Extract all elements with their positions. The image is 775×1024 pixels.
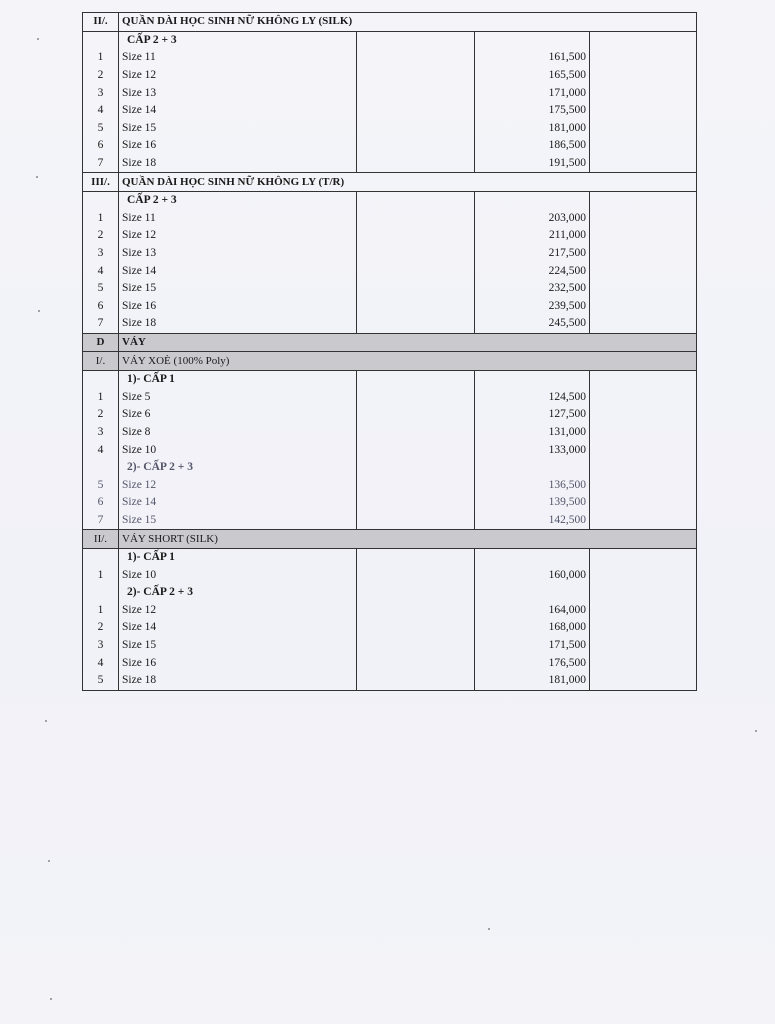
header-blank-cell (475, 530, 590, 549)
empty-cell (590, 476, 697, 494)
item-price: 136,500 (475, 476, 590, 494)
price-row (83, 67, 697, 85)
group-label-row (83, 31, 697, 49)
empty-cell (590, 245, 697, 263)
item-size: Size 13 (119, 84, 357, 102)
empty-cell (357, 262, 475, 280)
empty-cell (357, 441, 475, 459)
item-price: 176,500 (475, 654, 590, 672)
empty-cell (590, 494, 697, 512)
price-row (83, 441, 697, 459)
empty-cell (357, 102, 475, 120)
empty-cell (590, 67, 697, 85)
price-row (83, 210, 697, 228)
group-blank-cell (83, 584, 119, 602)
group-blank-cell (475, 459, 590, 477)
price-row (83, 654, 697, 672)
price-row (83, 137, 697, 155)
price-table-body (83, 13, 697, 691)
header-blank-cell (475, 173, 590, 192)
row-number: 6 (83, 494, 119, 512)
empty-cell (590, 406, 697, 424)
item-price: 133,000 (475, 441, 590, 459)
row-number: 3 (83, 245, 119, 263)
section-title: QUẦN DÀI HỌC SINH NỮ KHÔNG LY (SILK) (119, 13, 357, 32)
header-blank-cell (357, 333, 475, 352)
empty-cell (357, 245, 475, 263)
empty-cell (590, 298, 697, 316)
empty-cell (357, 388, 475, 406)
section-code: III/. (83, 173, 119, 192)
row-number: 2 (83, 227, 119, 245)
empty-cell (590, 49, 697, 67)
empty-cell (357, 137, 475, 155)
empty-cell (590, 84, 697, 102)
group-blank-cell (475, 370, 590, 388)
row-number: 1 (83, 602, 119, 620)
empty-cell (590, 602, 697, 620)
item-size: Size 16 (119, 298, 357, 316)
item-size: Size 15 (119, 120, 357, 138)
row-number: 7 (83, 512, 119, 530)
row-number: 5 (83, 476, 119, 494)
empty-cell (590, 637, 697, 655)
item-price: 245,500 (475, 315, 590, 333)
price-row (83, 494, 697, 512)
section-header-row (83, 352, 697, 371)
header-blank-cell (590, 530, 697, 549)
price-row (83, 120, 697, 138)
scan-speck (488, 928, 490, 930)
price-row (83, 388, 697, 406)
scan-speck (37, 38, 39, 40)
row-number: 2 (83, 406, 119, 424)
item-size: Size 16 (119, 137, 357, 155)
group-label: 2)- CẤP 2 + 3 (119, 459, 357, 477)
empty-cell (357, 227, 475, 245)
group-label-row (83, 548, 697, 566)
price-row (83, 102, 697, 120)
item-size: Size 12 (119, 227, 357, 245)
group-blank-cell (357, 459, 475, 477)
price-row (83, 476, 697, 494)
empty-cell (357, 298, 475, 316)
item-size: Size 10 (119, 441, 357, 459)
group-blank-cell (590, 370, 697, 388)
scan-speck (36, 176, 38, 178)
group-label: CẤP 2 + 3 (119, 31, 357, 49)
empty-cell (357, 619, 475, 637)
empty-cell (357, 315, 475, 333)
empty-cell (357, 424, 475, 442)
group-blank-cell (357, 370, 475, 388)
empty-cell (590, 672, 697, 690)
empty-cell (590, 512, 697, 530)
group-blank-cell (590, 31, 697, 49)
row-number: 1 (83, 388, 119, 406)
item-price: 171,500 (475, 637, 590, 655)
group-blank-cell (357, 584, 475, 602)
item-price: 181,000 (475, 120, 590, 138)
group-blank-cell (357, 191, 475, 209)
scan-speck (38, 310, 40, 312)
empty-cell (357, 84, 475, 102)
scan-speck (45, 720, 47, 722)
item-price: 224,500 (475, 262, 590, 280)
section-title: QUẦN DÀI HỌC SINH NỮ KHÔNG LY (T/R) (119, 173, 357, 192)
group-blank-cell (83, 459, 119, 477)
empty-cell (590, 566, 697, 584)
price-table (82, 12, 697, 691)
empty-cell (590, 210, 697, 228)
empty-cell (590, 619, 697, 637)
row-number: 6 (83, 137, 119, 155)
price-row (83, 298, 697, 316)
header-blank-cell (475, 352, 590, 371)
price-row (83, 155, 697, 173)
row-number: 1 (83, 49, 119, 67)
group-blank-cell (475, 31, 590, 49)
empty-cell (357, 637, 475, 655)
item-price: 131,000 (475, 424, 590, 442)
empty-cell (357, 120, 475, 138)
item-price: 191,500 (475, 155, 590, 173)
group-blank-cell (590, 584, 697, 602)
header-blank-cell (357, 352, 475, 371)
header-blank-cell (475, 333, 590, 352)
item-price: 168,000 (475, 619, 590, 637)
header-blank-cell (357, 530, 475, 549)
price-row (83, 280, 697, 298)
item-price: 232,500 (475, 280, 590, 298)
item-price: 127,500 (475, 406, 590, 424)
group-blank-cell (357, 548, 475, 566)
item-size: Size 8 (119, 424, 357, 442)
row-number: 7 (83, 155, 119, 173)
empty-cell (590, 654, 697, 672)
group-blank-cell (475, 584, 590, 602)
section-title: VÁY (119, 333, 357, 352)
header-blank-cell (357, 13, 475, 32)
item-size: Size 11 (119, 210, 357, 228)
empty-cell (590, 262, 697, 280)
header-blank-cell (357, 173, 475, 192)
item-price: 211,000 (475, 227, 590, 245)
row-number: 3 (83, 424, 119, 442)
empty-cell (357, 67, 475, 85)
empty-cell (590, 227, 697, 245)
header-blank-cell (475, 13, 590, 32)
item-price: 181,000 (475, 672, 590, 690)
item-price: 161,500 (475, 49, 590, 67)
item-size: Size 5 (119, 388, 357, 406)
row-number: 1 (83, 210, 119, 228)
group-blank-cell (83, 370, 119, 388)
empty-cell (590, 388, 697, 406)
row-number: 4 (83, 654, 119, 672)
group-blank-cell (590, 191, 697, 209)
group-blank-cell (475, 191, 590, 209)
group-label: 1)- CẤP 1 (119, 548, 357, 566)
row-number: 7 (83, 315, 119, 333)
item-price: 124,500 (475, 388, 590, 406)
empty-cell (357, 210, 475, 228)
group-blank-cell (83, 191, 119, 209)
scan-speck (50, 998, 52, 1000)
price-row (83, 424, 697, 442)
section-header-row (83, 333, 697, 352)
scan-speck (48, 860, 50, 862)
empty-cell (590, 155, 697, 173)
group-blank-cell (590, 459, 697, 477)
empty-cell (357, 566, 475, 584)
price-row (83, 619, 697, 637)
group-blank-cell (590, 548, 697, 566)
empty-cell (357, 602, 475, 620)
section-code: I/. (83, 352, 119, 371)
header-blank-cell (590, 13, 697, 32)
group-label: CẤP 2 + 3 (119, 191, 357, 209)
scan-speck (755, 730, 757, 732)
item-price: 142,500 (475, 512, 590, 530)
empty-cell (357, 155, 475, 173)
row-number: 5 (83, 672, 119, 690)
empty-cell (357, 672, 475, 690)
item-size: Size 18 (119, 672, 357, 690)
price-row (83, 602, 697, 620)
section-code: II/. (83, 13, 119, 32)
item-size: Size 10 (119, 566, 357, 584)
section-header-row (83, 530, 697, 549)
empty-cell (590, 441, 697, 459)
item-price: 160,000 (475, 566, 590, 584)
item-size: Size 12 (119, 602, 357, 620)
row-number: 5 (83, 280, 119, 298)
group-blank-cell (83, 548, 119, 566)
group-label-row (83, 370, 697, 388)
item-size: Size 15 (119, 637, 357, 655)
empty-cell (590, 137, 697, 155)
item-price: 203,000 (475, 210, 590, 228)
section-title: VÁY XOÈ (100% Poly) (119, 352, 357, 371)
item-size: Size 14 (119, 494, 357, 512)
group-label-row (83, 191, 697, 209)
row-number: 4 (83, 441, 119, 459)
empty-cell (357, 494, 475, 512)
item-price: 165,500 (475, 67, 590, 85)
item-price: 139,500 (475, 494, 590, 512)
row-number: 5 (83, 120, 119, 138)
section-header-row (83, 13, 697, 32)
item-size: Size 16 (119, 654, 357, 672)
item-price: 171,000 (475, 84, 590, 102)
row-number: 3 (83, 84, 119, 102)
group-blank-cell (357, 31, 475, 49)
empty-cell (590, 424, 697, 442)
group-label: 2)- CẤP 2 + 3 (119, 584, 357, 602)
item-size: Size 18 (119, 155, 357, 173)
item-size: Size 13 (119, 245, 357, 263)
section-code: D (83, 333, 119, 352)
price-row (83, 672, 697, 690)
row-number: 2 (83, 619, 119, 637)
item-price: 164,000 (475, 602, 590, 620)
price-row (83, 637, 697, 655)
item-size: Size 14 (119, 619, 357, 637)
price-row (83, 262, 697, 280)
price-row (83, 227, 697, 245)
price-row (83, 49, 697, 67)
group-blank-cell (83, 31, 119, 49)
empty-cell (357, 654, 475, 672)
section-code: II/. (83, 530, 119, 549)
item-size: Size 14 (119, 262, 357, 280)
item-price: 239,500 (475, 298, 590, 316)
row-number: 2 (83, 67, 119, 85)
price-row (83, 315, 697, 333)
item-size: Size 6 (119, 406, 357, 424)
header-blank-cell (590, 333, 697, 352)
section-header-row (83, 173, 697, 192)
empty-cell (357, 512, 475, 530)
item-size: Size 11 (119, 49, 357, 67)
group-label-row (83, 584, 697, 602)
item-size: Size 15 (119, 280, 357, 298)
row-number: 1 (83, 566, 119, 584)
price-row (83, 406, 697, 424)
header-blank-cell (590, 352, 697, 371)
group-label: 1)- CẤP 1 (119, 370, 357, 388)
row-number: 3 (83, 637, 119, 655)
item-size: Size 12 (119, 476, 357, 494)
empty-cell (590, 120, 697, 138)
item-price: 186,500 (475, 137, 590, 155)
row-number: 4 (83, 262, 119, 280)
row-number: 4 (83, 102, 119, 120)
item-size: Size 15 (119, 512, 357, 530)
empty-cell (357, 406, 475, 424)
empty-cell (357, 476, 475, 494)
empty-cell (357, 49, 475, 67)
price-row (83, 84, 697, 102)
item-price: 217,500 (475, 245, 590, 263)
row-number: 6 (83, 298, 119, 316)
group-label-row (83, 459, 697, 477)
price-row (83, 245, 697, 263)
header-blank-cell (590, 173, 697, 192)
section-title: VÁY SHORT (SILK) (119, 530, 357, 549)
group-blank-cell (475, 548, 590, 566)
price-row (83, 566, 697, 584)
item-size: Size 12 (119, 67, 357, 85)
empty-cell (357, 280, 475, 298)
item-price: 175,500 (475, 102, 590, 120)
empty-cell (590, 280, 697, 298)
empty-cell (590, 102, 697, 120)
empty-cell (590, 315, 697, 333)
price-row (83, 512, 697, 530)
item-size: Size 14 (119, 102, 357, 120)
item-size: Size 18 (119, 315, 357, 333)
